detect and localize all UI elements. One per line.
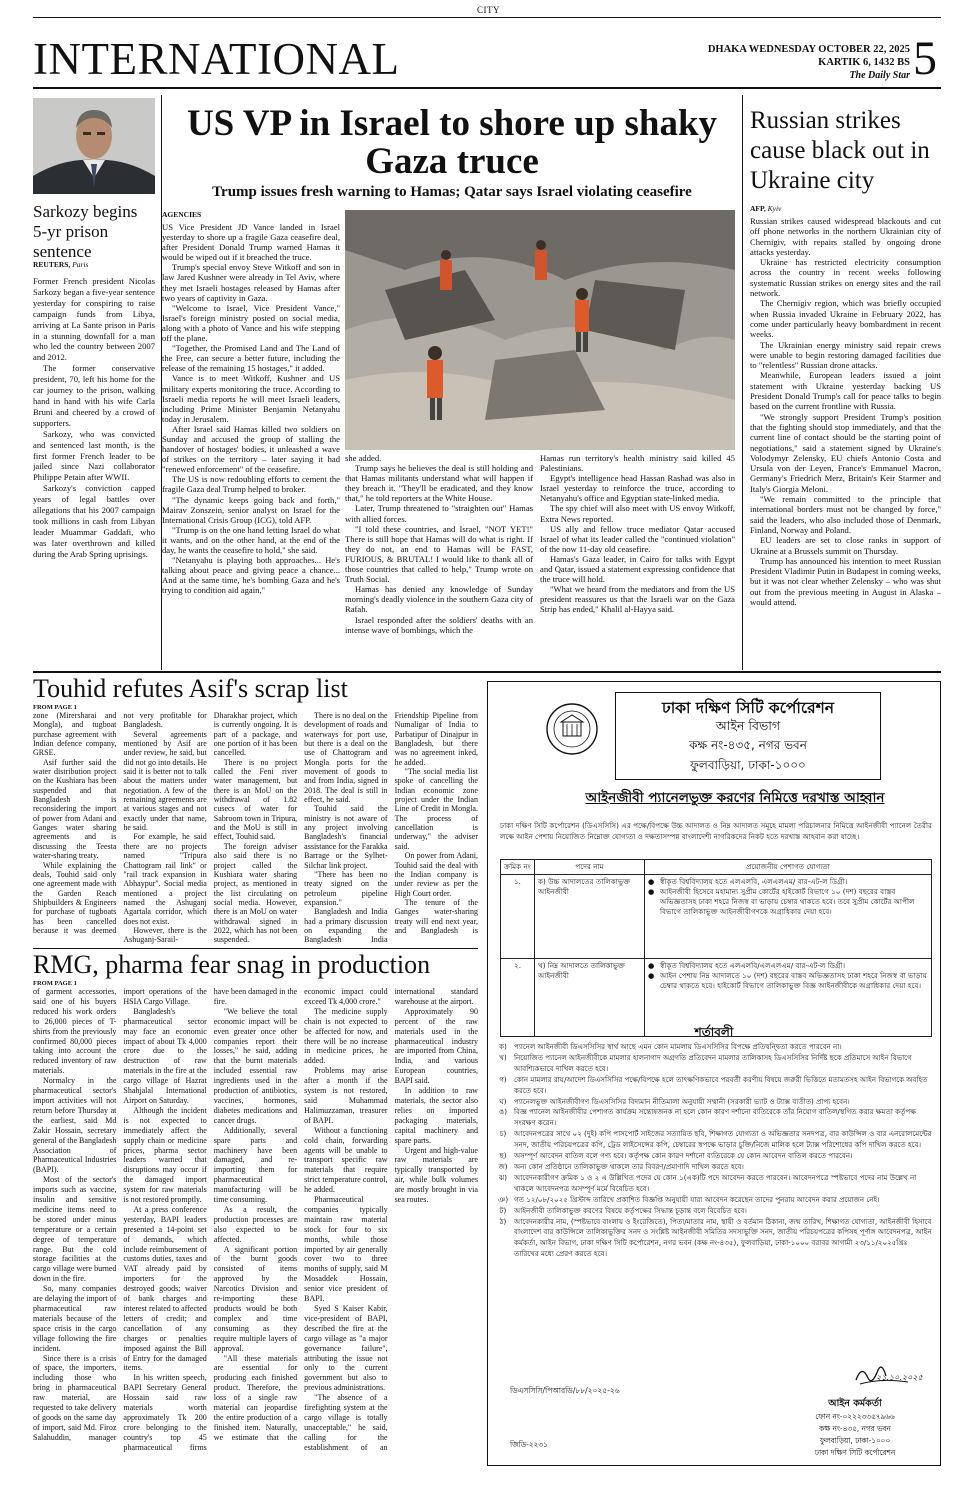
ad-table-header-row <box>501 860 932 875</box>
term-item: খ) নিয়োজিত প্যানেল আইনজীবীকে মামলার হালনাগাদ অগ্রগতি প্রতিবেদন মামলার তালিকাসহ ডিএসসিসির নির্দিষ্ট ছকে প্রতিমাসে আইন বিভাগে আবশ্যিকভাবে দাখিল করতে হবে। <box>499 1052 912 1073</box>
mid-rule <box>33 671 941 673</box>
term-item: গ) কোন মামলার রায়/আদেশ ডিএসসিসির পক্ষে/বিপক্ষে হলে তাৎক্ষণিকভাবে পরবর্তী করণীয় বিষয়ে জরুরী ভিত্তিতে মতামতসহ আইন বিভাগকে অবহিত করতে হবে। <box>499 1074 928 1095</box>
city-label: CITY <box>477 5 500 15</box>
ad-title: আইনজীবী প্যানেলভুক্ত করণের নিমিত্তে দরখাস্ত আহ্বান <box>585 790 885 806</box>
rmg-from-page: FROM PAGE 1 <box>33 980 77 987</box>
term-item: জ) অন্য কোন প্রতিষ্ঠানে তালিকাভুক্ত থাকলে তার বিবরণ/প্রমাণাদি দাখিল করতে হবে। <box>498 1161 744 1171</box>
term-item: ঝ) আবেদনকারীগণ ক্রমিক ১ ও ২ এ উল্লিখিত পদের যে কোন ১(এক)টি পদে আবেদন করতে পারবেন। আবেদনপত্রে স্পষ্টভাবে পদের নাম উল্লেখ না থাকলে আবেদনপত্র অসম্পূর্ণ মর্মে বিবেচিত হবে। <box>498 1172 917 1193</box>
ad-terms <box>492 1042 934 1260</box>
ad-org: ঢাকা দক্ষিণ সিটি কর্পোরেশন <box>661 699 835 717</box>
rmg-body: of garment accessories, said one of his buyers reduced his work orders to 26,000 pieces of T-shirts from the previously confirmed 80,000 pieces taking into account the reduced inventory of raw materials. Normalcy in the pharmaceutical sector's import activities will not return before Thursday at the earliest, said Md Zakir Hossain, secretary general of the Bangladesh Association of Pharmaceutical Industries (BAPI). Most of the sector's imports such as vaccine, insulin and sensitive medicine items need to be stored under minus temperature or a certain degree of temperature range. But the cold storage facilities at the cargo village were burned down in the fire. So, many companies are delaying the import of pharmaceutical raw materials because of the space crisis in the cargo village following the fire incident. Since there is a crisis of space, the importers, including those who bring in pharmaceutical raw material, are requested to take delivery of goods on the same day of import, said Md. Firoz Salahuddin, manager import operations of the HSIA Cargo Village. Bangladesh's pharmaceutical sector may face an economic impact of about Tk 4,000 crore due to the destruction of raw materials in the fire at the cargo village of Hazrat Shahjalal International Airport on Saturday. Although the incident is not expected to immediately affect the supply chain or medicine prices, pharma sector leaders warned that disruptions may occur if the damaged import system for raw materials is not restored promptly. At a press conference yesterday, BAPI leaders presented a 14-point set of demands, which include reimbursement of customs duties, taxes and VAT already paid by importers for the destroyed goods; waiver of bank charges and interest related to affected letters of credit; and cancellation of any charges or penalties imposed against the Bill of Entry for the damaged items. In his written speech, BAPI Secretary General Hossain said raw materials worth approximately Tk 200 crore belonging to the country's top 45 pharmaceutical firms have been damaged in the fire. "We believe the total economic impact will be even greater once other companies report their losses," he said, adding that the burnt materials included essential raw ingredients used in the production of antibiotics, vaccines, hormones, diabetes medications and cancer drugs. Additionally, several spare parts and machinery have been damaged, and re-importing them for pharmaceutical manufacturing will be time consuming. As a result, the production processes are also expected to be affected. A significant portion of the burnt goods consisted of items approved by the Narcotics Division and re-importing these products would be both complex and time consuming as they require multiple layers of approval. "All these materials are essential for producing each finished product. Therefore, the loss of a single raw material can jeopardise the entire production of a finished item. Naturally, we estimate that the economic impact could exceed Tk 4,000 crore." The medicine supply chain is not expected to be affected for now, and there will be no increase in medicine prices, he added. Problems may arise after a month if the system is not restored, said Muhammad Halimuzzaman, treasurer of BAPI. Without a functioning cold chain, forwarding agents will be unable to transport specific raw materials that require strict temperature control, he added. Pharmaceutical companies typically maintain raw material stock for four to six months, while those imported by air generally cover two to three months of supply, said M Mosaddek Hossain, senior vice president of BAPI. Syed S Kaiser Kabir, vice-president of BAPI, described the fire at the cargo village as "a major governance failure", attributing the issue not only to the current government but also to previous administrations. "The absence of a firefighting system at the cargo village is totally unacceptable," he said, calling for the establishment of an international standard warehouse at the airport. Approximately 90 percent of the raw materials used in the pharmaceutical industry are imported from China, India, and various European countries, BAPI said. In addition to raw materials, the sector also relies on imported packaging materials, capital machinery and spare parts. Urgent and high-value raw materials are typically transported by air, while bulk volumes are mostly brought in via sea routes. <box>33 987 478 1452</box>
touhid-headline: Touhid refutes Asif's scrap list <box>33 674 348 703</box>
requirement-item: ● স্বীকৃত বিশ্ববিদ্যালয় হতে এলএলবি, এলএলএম/ বার-এট-ল ডিগ্রী। <box>648 877 848 886</box>
ukraine-headline: Russian strikes cause black out in Ukraine city <box>750 107 930 194</box>
ad-signer-org: ঢাকা দক্ষিণ সিটি কর্পোরেশন <box>814 1448 896 1457</box>
gaza-col3: Hamas run territory's health ministry said killed 45 Palestinians. Egypt's intelligence head Hassan Rashad was also in Israel yesterday to reinforce the truce, according to Netanyahu's office and Egyptian state-linked media. The spy chief will also meet with US envoy Witkoff, Extra News reported. US ally and fellow truce mediator Qatar accused Israel of what its leader called the "continued violation" of the now 11-day old ceasefire. Hamas's Gaza leader, in Cairo for talks with Egypt and Qatar, issued a statement expressing confidence that the truce will hold. "What we heard from the mediators and from the US president reassures us that the Israeli war on the Gaza Strip has ended," Khalil al-Hayya said. <box>540 453 735 615</box>
term-item: ছ) অসম্পূর্ণ আবেদন বাতিল বলে গণ্য হবে। কর্তৃপক্ষ কোন কারণ দর্শানো ব্যতিরেকে যে কোন আবেদন বাতিল করতে পারবেন। <box>499 1151 853 1161</box>
row-post: ক) উচ্চ আদালতের তালিকাভুক্ত আইনজীবী <box>535 875 645 959</box>
term-item: ঠ) আবেদনকারীর নাম, (স্পষ্টভাবে বাংলায় ও ইংরেজিতে), পিতা/মাতার নাম, স্থায়ী ও বর্তমান ঠিকানা, জন্ম তারিখ, শিক্ষাগত যোগ্যতা, আইনজীবী হিসাবে বাংলাদেশ বার কাউন্সিলে তালিকাভুক্তির সনদ ও সংশ্লিষ্ট আইনজীবী সমিতির সদস্যভুক্তি সনদ, জাতীয় পরিচয়পত্রের কপিসহ পূর্ণাঙ্গ আবেদনপত্র, আইন কর্মকর্তা, আইন বিভাগ, ঢাকা দক্ষিণ সিটি কর্পোরেশন, নগর ভবন (কক্ষ নং-৪৩৫), ফুলবাড়িয়া, ঢাকা-১০০০ বরাবর আগামী ২৩/১১/২০২৫খ্রিঃ তারিখের মধ্যে প্রেরণ করতে হবে। <box>499 1216 932 1259</box>
ad-table <box>500 859 932 1037</box>
gaza-byline: AGENCIES <box>162 210 202 219</box>
ad-intro: ঢাকা দক্ষিণ সিটি কর্পোরেশন (ডিএসসিসি) এর পক্ষে/বিপক্ষে উচ্চ আদালত ও নিম্ন আদালত সমূহে মামলা পরিচালনার নিমিত্তে আইনজীবী প্যানেল তৈরীর লক্ষে আইন পেশায় নিয়োজিত নিম্নোক্ত যোগ্যতা ও দক্ষতাসম্পন্ন বাংলাদেশী নাগরিকদের নিকট হতে দরখাস্ত আহবান করা যাচ্ছে। <box>500 821 932 841</box>
ad-col-serial: ক্রমিক নং <box>501 860 535 875</box>
date-line-2: KARTIK 6, 1432 BS <box>818 57 910 68</box>
page-number: 5 <box>913 32 937 85</box>
requirement-item: ● আইনজীবী হিসেবে মহামান্য সুপ্রীম কোর্টের হাইকোর্ট বিভাগে ১০ (দশ) বছরের বাস্তব অভিজ্ঞতাসহ ঢাকা শহরে নিজস্ব বা ভাড়ায় চেম্বার থাকতে হবে। তবে সুপ্রীম কোর্টের আপীল বিভাগে তালিকাভুক্ত আইনজীবীগণকে অগ্রাধিকার দেয়া হবে। <box>648 887 915 916</box>
ad-gd: জিডি-২২৩১ <box>510 1440 548 1449</box>
ad-signer-address: ফুলবাড়িয়া, ঢাকা-১০০০ <box>819 1436 891 1445</box>
term-item: ঙ) বিজ্ঞ প্যানেল আইনজীবীর পেশাগত কার্যক্রম সন্তোষজনক না হলে কোন কারণ দর্শানো ব্যতিরেকে তাঁর নিয়োগ বাতিল/স্থগিত করার ক্ষমতা কর্তৃপক্ষ সংরক্ষণ করেন। <box>499 1107 916 1128</box>
table-row <box>501 875 932 959</box>
gaza-photo <box>345 210 735 450</box>
requirement-item: ● আইন পেশায় নিম্ন আদালতে ১০ (দশ) বছরের বাস্তব অভিজ্ঞতাসহ ঢাকা শহরে নিজস্ব বা ভাড়ায় চেম্বার থাকতে হবে। হাইকোর্ট বিভাগে তালিকাভুক্ত বিজ্ঞ আইনজীবীকে অগ্রাধিকার দেয়া হবে। <box>648 971 927 990</box>
ad-col-post: পদের নাম <box>535 860 645 875</box>
gaza-headline: US VP in Israel to shore up shaky Gaza truce <box>186 103 718 182</box>
sarkozy-headline: Sarkozy begins 5-yr prison sentence <box>33 202 138 261</box>
masthead-rule <box>33 87 941 89</box>
ad-signer: আইন কর্মকর্তা <box>828 1398 882 1409</box>
col-divider-right <box>742 95 743 670</box>
section-title: INTERNATIONAL <box>33 34 400 84</box>
sarkozy-dateline: REUTERS, Paris <box>33 260 89 269</box>
ad-sig-date: ২১.১০.২০২৫ <box>876 1373 923 1382</box>
date-line: DHAKA WEDNESDAY OCTOBER 22, 2025 <box>707 44 910 55</box>
touhid-from-page: FROM PAGE 1 <box>33 704 77 711</box>
ukraine-dateline: AFP, Kyiv <box>750 204 782 213</box>
ad-signer-room: কক্ষ নং-৪৩৫, নগর ভবন <box>819 1424 891 1433</box>
ad-seal-icon <box>545 702 599 756</box>
term-item: ট) আইনজীবী তালিকাভুক্ত করণের বিষয়ে কর্তৃপক্ষের সিদ্ধান্ত চূড়ান্ত বলে বিবেচিত হবে। <box>499 1205 747 1215</box>
ad-dept: আইন বিভাগ <box>715 718 781 733</box>
ad-room: কক্ষ নং-৪৩৫, নগর ভবন <box>689 738 807 752</box>
gaza-col2: she added. Trump says he believes the deal is still holding and that Hamas militants understand what will happen if they breach it. "They'll be eradicated, and they know that," he told reporters at the White House. Later, Trump threatened to "straighten out" Hamas with allied forces. "I told these countries, and Israel, "NOT YET!" There is still hope that Hamas will do what is right. If they do not, an end to Hamas will be FAST, FURIOUS, & BRUTAL! I would like to thank all of those countries that called to help," Trump wrote on Truth Social. Hamas has denied any knowledge of Sunday morning's deadly violence in the southern Gaza city of Rafah. Israel responded after the soldiers' deaths with an intense wave of bombings, which the <box>345 453 533 635</box>
paper-logo: The Daily Star <box>849 70 910 81</box>
top-rule <box>33 17 941 18</box>
row-requirements <box>645 875 932 959</box>
requirement-item: ● স্বীকৃত বিশ্ববিদ্যালয় হতে এলএলবি/এলএলএম/ বার-এট-ল ডিগ্রী। <box>648 961 846 970</box>
ad-signer-phone: ফোন নং-০২২২৩৩৫৭৯৬৬ <box>815 1412 895 1421</box>
ad-col-requirements: প্রয়োজনীয় পেশাগত যোগ্যতা <box>645 860 932 875</box>
ukraine-body: Russian strikes caused widespread blackouts and cut off phone networks in the northern Ukrainian city of Chernigiv, with repairs stalled by ongoing drone attacks yesterday. Ukraine has restricted electricity consumption across the country in recent weeks following systematic Russian strikes on energy sites and the rail network. The Chernigiv region, which was briefly occupied when Russia invaded Ukraine in February 2022, has come under particularly heavy bombardment in recent weeks. The Ukrainian energy ministry said repair crews were unable to begin restoring damaged facilities due to "relentless" Russian drone attacks. Meanwhile, European leaders issued a joint statement with Ukraine yesterday backing US President Donald Trump's call for peace talks to begin based on the current frontline with Russia. "We strongly support President Trump's position that the fighting should stop immediately, and that the current line of contact should be the starting point of negotiations," said a statement signed by Ukraine's Volodymyr Zelensky, EU chiefs Antonio Costa and Ursula von der Leyen, France's Emmanuel Macron, Germany's Friedrich Merz, Britain's Keir Starmer and Italy's Giorgia Meloni. "We remain committed to the principle that international borders must not be changed by force," said the leaders, who also included those of Denmark, Finland, Norway and Poland. EU leaders are set to close ranks in support of Ukraine at a Brussels summit on Thursday. Trump has announced his intention to meet Russian President Vladimir Putin in Budapest in coming weeks, but it was not clear whether Zelensky – who was shut out from the previous meeting in August in Alaska – would attend. <box>750 216 941 607</box>
ad-terms-title: শর্তাবলী <box>694 1025 734 1039</box>
term-item: ক) প্যানেল আইনজীবী ডিএসসিসির স্বার্থ আছে এমন কোন মামলায় ডিএসসিসির বিপক্ষে প্রতিদ্বন্দ্বিতা করতে পারবেন না। <box>499 1042 842 1051</box>
ad-address: ফুলবাড়িয়া, ঢাকা-১০০০ <box>690 758 806 772</box>
rmg-headline: RMG, pharma fear snag in production <box>33 950 431 979</box>
gaza-col1: US Vice President JD Vance landed in Israel yesterday to shore up a fragile Gaza ceasefire deal, after President Donald Trump warned Hamas it would be wiped out if it breached the truce. Trump's special envoy Steve Witkoff and son in law Jared Kushner were already in Tel Aviv, where they met Israeli hostages released by Hamas after two years of captivity in Gaza. "Welcome to Israel, Vice President Vance," Israel's foreign ministry posted on social media, along with a photo of Vance and his wife stepping off the plane. "Together, the Promised Land and The Land of the Free, can secure a better future, including the release of the remaining 15 hostages," it added. Vance is to meet Witkoff, Kushner and US military experts monitoring the truce. According to Israeli media reports he will meet Israeli leaders, including Prime Minister Benjamin Netanyahu today in Jerusalem. After Israel said Hamas killed two soldiers on Sunday and accused the group of stalling the handover of hostages' bodies, it unleashed a wave of strikes on the territory – later saying it had "renewed enforcement" of the ceasefire. The US is now redoubling efforts to cement the fragile Gaza deal Trump helped to broker. "The dynamic keeps going back and forth," Mairav Zonszein, senior analyst on Israel for the International Crisis Group (ICG), told AFP. "Trump is on the one hand letting Israel do what it wants, and on the other hand, at the end of the day, he wants the ceasefire to hold," she said. "Netanyahu is playing both approaches... He's talking about peace and giving peace a chance... And at the same time, he's bombing Gaza and he's trying to condition aid again," <box>162 222 340 596</box>
sarkozy-photo <box>33 98 155 194</box>
row-post: খ) নিম্ন আদালতে তালিকাভুক্ত আইনজীবী <box>535 959 645 1037</box>
row-serial: ২. <box>501 959 535 1037</box>
gaza-subhead: Trump issues fresh warning to Hamas; Qatar says Israel violating ceasefire <box>212 184 692 200</box>
touhid-rmg-rule <box>33 948 478 949</box>
row-serial: ১. <box>501 875 535 959</box>
term-item: চ) আবেদনপত্রের সাথে ০২ (দুই) কপি পাসপোর্ট সাইজের সত্যায়িত ছবি, শিক্ষাগত যোগ্যতা ও অভিজ্ঞতার সনদপত্র, বার কাউন্সিল ও বার এনরোলমেন্টের সনদ, জাতীয় পরিচয়পত্রের কপি, ট্রেড লাইসেন্সের কপি, চেম্বারের স্বপক্ষে ভাড়ার চুক্তি/নিজে মালিক হলে ট্যাক্স পরিশোধের কপি দাখিল করতে হবে। <box>499 1129 932 1150</box>
ad-ref: ডিএসসিসি/পিআরডি/৮৮/২০২৫-২৬ <box>510 1386 620 1395</box>
term-item: ঘ) প্যানেলভুক্ত আইনজীবীগণ ডিএসসিসির বিদ্যমান নীতিমালা অনুযায়ী সম্মানী (সরকারী ভ্যাট ও ট্যাক্স ব্যতীত) প্রাপ্য হবেন। <box>499 1096 850 1106</box>
touhid-body: zone (Mirersharai and Mongla), and tugboat purchase agreement with Indian defence company, GRSE. Asif further said the water distribution project on the Kushiara has been suspended and that Bangladesh is reconsidering the import of power from Adani and Ganges water sharing agreements and is discussing the Teesta water-sharing treaty. While explaining the deals, Touhid said only one agreement made with the Garden Reach Shipbuilders & Engineers for purchase of tugboats has been cancelled because it was deemed not very profitable for Bangladesh. Several agreements mentioned by Asif are under review, he said, but did not go into details. He said it is better not to talk about the matters under negotiation. A few of the remaining agreements are at various stages and not exactly under that name, he said. For example, he said there are no projects named "Tripura Chattogram rail link" or "rail track expansion in Abhaypur". Social media mentioned a project named the Ashuganj Agartala corridor, which does not exist. However, there is the Ashuganj-Sarail-Dharakhar project, which is currently ongoing. It is part of a package, and one portion of it has been cancelled. There is no project called the Feni river water management, but there is an MoU on the withdrawal of 1.82 cusecs of water for Sabroom town in Tripura, and the MoU is still in effect, Touhid said. The foreign adviser also said there is no project called the Kushiara water sharing project, as mentioned in the list circulating on social media. However, there is an MoU on water withdrawal signed in 2022, which has not been suspended. There is no deal on the development of roads and waterways for port use, but there is a deal on the use of Chattogram and Mongla ports for the movement of goods to and from India, signed in 2018. The deal is still in effect, he said. Touhid said the ministry is not aware of any project involving Bangladesh's financial assistance for the Farakka Barrage or the Sylhet-Silchar link project. "There has been no treaty signed on the petroleum pipeline expansion." Bangladesh and India had a primary discussion on expanding the Bangladesh India Friendship Pipeline from Numaligar of India to Parbatipur of Dinajpur in Bangladesh, but there was no agreement inked, he added. "The social media list spoke of cancelling the Indian economic zone project under the Indian Line of Credit in Mongla. The process of cancellation is underway," the adviser said. On power from Adani, Touhid said the deal with the Indian company is under review as per the High Court order. The tenure of the Ganges water-sharing treaty will end next year, and Bangladesh is <box>33 711 478 945</box>
term-item: ঞ) গত ১২/০৮/২০২৫ খ্রিস্টাব্দ তারিখে প্রকাশিত বিজ্ঞপ্তি অনুযায়ী যারা আবেদন করেছেন তাদের পুনরায় আবেদন করার প্রয়োজন নেই। <box>497 1194 880 1204</box>
sarkozy-body: Former French president Nicolas Sarkozy began a five-year sentence yesterday for conspiring to raise campaign funds from Libya, arriving at La Sante prison in Paris in a stunning downfall for a man who led the country between 2007 and 2012. The former conservative president, 70, left his home for the car journey to the prison, walking hand in hand with his wife Carla Bruni and cheered by a crowd of supporters. Sarkozy, who was convicted and sentenced last month, is the first former French leader to be jailed since Nazi collaborator Philippe Petain after WWII. Sarkozy's conviction capped years of legal battles over allegations that his 2007 campaign took millions in cash from Libyan leader Muammar Gaddafi, who was later overthrown and killed during the Arab Spring uprisings. <box>33 276 155 559</box>
